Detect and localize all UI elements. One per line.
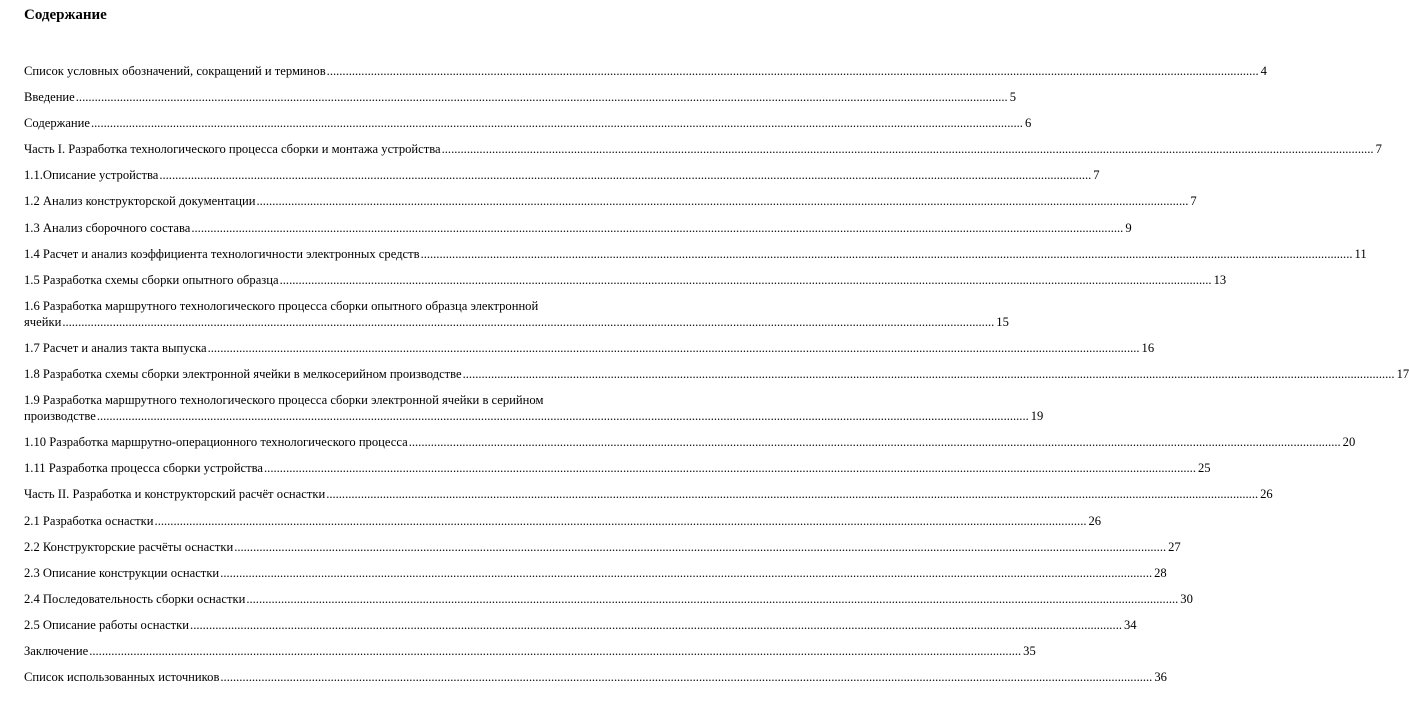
toc-entry-title: 1.10 Разработка маршрутно-операционного технологического процесса [24, 435, 408, 450]
toc-leader-dots [421, 246, 1353, 262]
toc-entry-page: 25 [1197, 461, 1211, 476]
toc-entry-page: 26 [1260, 487, 1273, 502]
toc-entry-title: 2.5 Описание работы оснастки [24, 617, 190, 632]
toc-entry[interactable] [24, 246, 1367, 262]
toc-entry-title: Введение [24, 90, 75, 105]
toc-entry-page: 20 [1342, 435, 1356, 450]
toc-entry-page: 35 [1023, 643, 1036, 658]
toc-entry-title: 1.4 Расчет и анализ коэффициента технологичности электронных средств [24, 246, 420, 261]
toc-entry-title: 1.8 Разработка схемы сборки электронной ячейки в мелкосерийном производстве [24, 367, 462, 382]
toc-entry-title: производстве [24, 409, 96, 424]
toc-entry-title: ячейки [24, 314, 62, 329]
toc-leader-dots [280, 272, 1212, 288]
toc-entry-title: 1.5 Разработка схемы сборки опытного образца [24, 272, 279, 287]
toc-entry-title: 1.3 Анализ сборочного состава [24, 220, 191, 235]
toc-entry-page: 9 [1125, 220, 1132, 235]
toc-leader-dots [191, 220, 1123, 236]
toc-entry-title: Часть I. Разработка технологического процесса сборки и монтажа устройства [24, 142, 441, 157]
toc-entry-page: 4 [1260, 64, 1267, 78]
toc-entry[interactable] [24, 539, 1181, 555]
toc-entry-page: 16 [1141, 340, 1155, 355]
toc-leader-dots [327, 63, 1259, 79]
toc-entry[interactable] [24, 115, 1032, 131]
toc-entry-title: 2.4 Последовательность сборки оснастки [24, 591, 246, 606]
toc-entry-title: Содержание [24, 116, 90, 131]
toc-leader-dots [62, 314, 994, 330]
toc-entry-page: 7 [1093, 168, 1100, 183]
toc-entry-title-line1: 1.6 Разработка маршрутного технологического процесса сборки опытного образца электронной [24, 298, 539, 313]
toc-leader-dots [208, 340, 1140, 356]
toc-leader-dots [91, 115, 1023, 131]
toc-leader-dots [220, 669, 1152, 685]
toc-entry-title: 1.11 Разработка процесса сборки устройства [24, 461, 264, 476]
toc-leader-dots [326, 486, 1258, 502]
toc-entry[interactable] [24, 340, 1155, 356]
toc-leader-dots [234, 539, 1166, 555]
toc-entry-title: 2.1 Разработка оснастки [24, 513, 154, 528]
toc-entry-page: 5 [1009, 90, 1016, 105]
toc-leader-dots [97, 408, 1029, 424]
toc-leader-dots [264, 460, 1196, 476]
toc-entry[interactable] [24, 366, 1409, 382]
toc-entry-page: 15 [996, 314, 1009, 329]
toc-entry-title: 1.7 Расчет и анализ такта выпуска [24, 340, 207, 355]
toc-entry-page: 11 [1354, 246, 1367, 261]
toc-entry[interactable] [24, 141, 1382, 157]
toc-leader-dots [159, 167, 1091, 183]
toc-leader-dots [442, 141, 1374, 157]
toc-entry-page: 30 [1180, 591, 1193, 606]
toc-entry[interactable] [24, 591, 1193, 607]
toc-entry-page: 7 [1375, 142, 1382, 157]
toc-entry-title: 1.1.Описание устройства [24, 168, 159, 183]
toc-entry[interactable] [24, 298, 1009, 330]
toc-entry[interactable] [24, 220, 1132, 236]
toc-entry[interactable] [24, 643, 1036, 659]
toc-leader-dots [463, 366, 1395, 382]
toc-entry-title: Часть II. Разработка и конструкторский расчёт оснастки [24, 487, 326, 502]
toc-entry[interactable] [24, 63, 1267, 79]
toc-entry-page: 34 [1123, 617, 1137, 632]
toc-leader-dots [246, 591, 1178, 607]
toc-entry[interactable] [24, 434, 1356, 450]
toc-leader-dots [155, 513, 1087, 529]
toc-entry[interactable] [24, 513, 1102, 529]
toc-entry-title: Список использованных источников [24, 670, 220, 685]
toc-entry[interactable] [24, 89, 1016, 105]
toc-leader-dots [256, 193, 1188, 209]
toc-entry-page: 17 [1396, 367, 1409, 382]
toc-leader-dots [190, 617, 1122, 633]
toc-leader-dots [89, 643, 1021, 659]
toc-entry-title-line1: 1.9 Разработка маршрутного технологического процесса сборки электронной ячейки в серийном [24, 393, 544, 408]
toc-entry-title: 1.2 Анализ конструкторской документации [24, 194, 256, 209]
toc-entry-title: 2.3 Описание конструкции оснастки [24, 565, 220, 580]
toc-entry-page: 6 [1024, 116, 1032, 131]
toc-entry-page: 13 [1213, 272, 1227, 287]
toc-entry[interactable] [24, 617, 1137, 633]
toc-entry[interactable] [24, 392, 1044, 424]
toc-entry-page: 36 [1154, 670, 1167, 685]
table-of-contents [24, 63, 1409, 685]
toc-entry-page: 7 [1190, 194, 1197, 209]
toc-entry[interactable] [24, 167, 1100, 183]
toc-entry[interactable] [24, 460, 1211, 476]
toc-entry-page: 19 [1030, 409, 1044, 424]
toc-entry-page: 28 [1154, 565, 1167, 580]
toc-entry-title: 2.2 Конструкторские расчёты оснастки [24, 539, 234, 554]
toc-entry-title: Заключение [24, 643, 89, 658]
page-title: Содержание [24, 7, 107, 23]
toc-entry-page: 26 [1088, 513, 1102, 528]
toc-entry[interactable] [24, 486, 1273, 502]
toc-entry-title: Список условных обозначений, сокращений и терминов [24, 64, 326, 78]
toc-entry-page: 27 [1168, 539, 1181, 554]
toc-leader-dots [76, 89, 1008, 105]
toc-entry[interactable] [24, 565, 1167, 581]
toc-entry[interactable] [24, 193, 1197, 209]
toc-entry[interactable] [24, 272, 1227, 288]
toc-leader-dots [220, 565, 1152, 581]
toc-leader-dots [409, 434, 1341, 450]
toc-entry[interactable] [24, 669, 1167, 685]
